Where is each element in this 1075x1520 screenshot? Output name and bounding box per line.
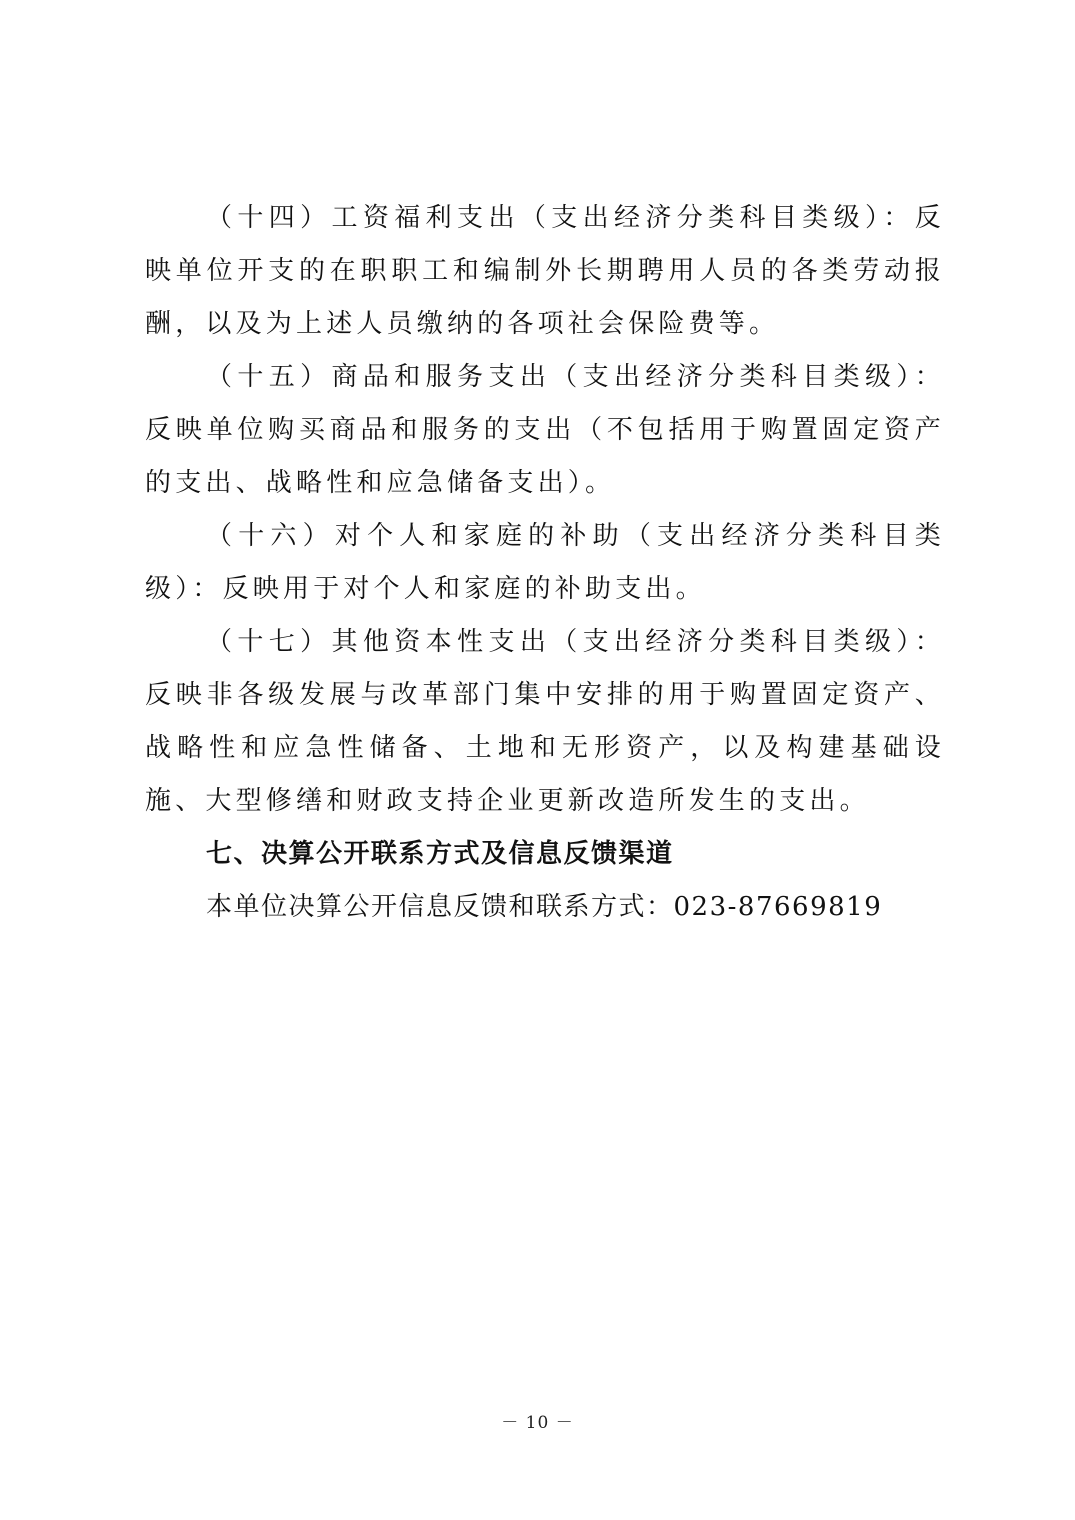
contact-info: 本单位决算公开信息反馈和联系方式：023-87669819: [206, 892, 883, 922]
paragraph-other-capital-expenditure: （十七）其他资本性支出（支出经济分类科目类级）：反映非各级发展与改革部门集中安排的用于购置固定资产、战略性和应急性储备、土地和无形资产，以及构建基础设施、大型修缮和财政支持企业更新改造所发生的支出。: [145, 627, 945, 816]
section-heading: 七、决算公开联系方式及信息反馈渠道: [206, 839, 674, 869]
paragraph-wage-welfare-expenditure: （十四）工资福利支出（支出经济分类科目类级）：反映单位开支的在职职工和编制外长期聘用人员的各类劳动报酬，以及为上述人员缴纳的各项社会保险费等。: [145, 203, 945, 339]
paragraph-household-subsidy: （十六）对个人和家庭的补助（支出经济分类科目类级）：反映用于对个人和家庭的补助支出。: [145, 521, 945, 604]
paragraph-goods-services-expenditure: （十五）商品和服务支出（支出经济分类科目类级）：反映单位购买商品和服务的支出（不包括用于购置固定资产的支出、战略性和应急储备支出）。: [145, 362, 945, 498]
page-number: － 10 －: [501, 1413, 574, 1433]
document-body: [145, 192, 945, 934]
